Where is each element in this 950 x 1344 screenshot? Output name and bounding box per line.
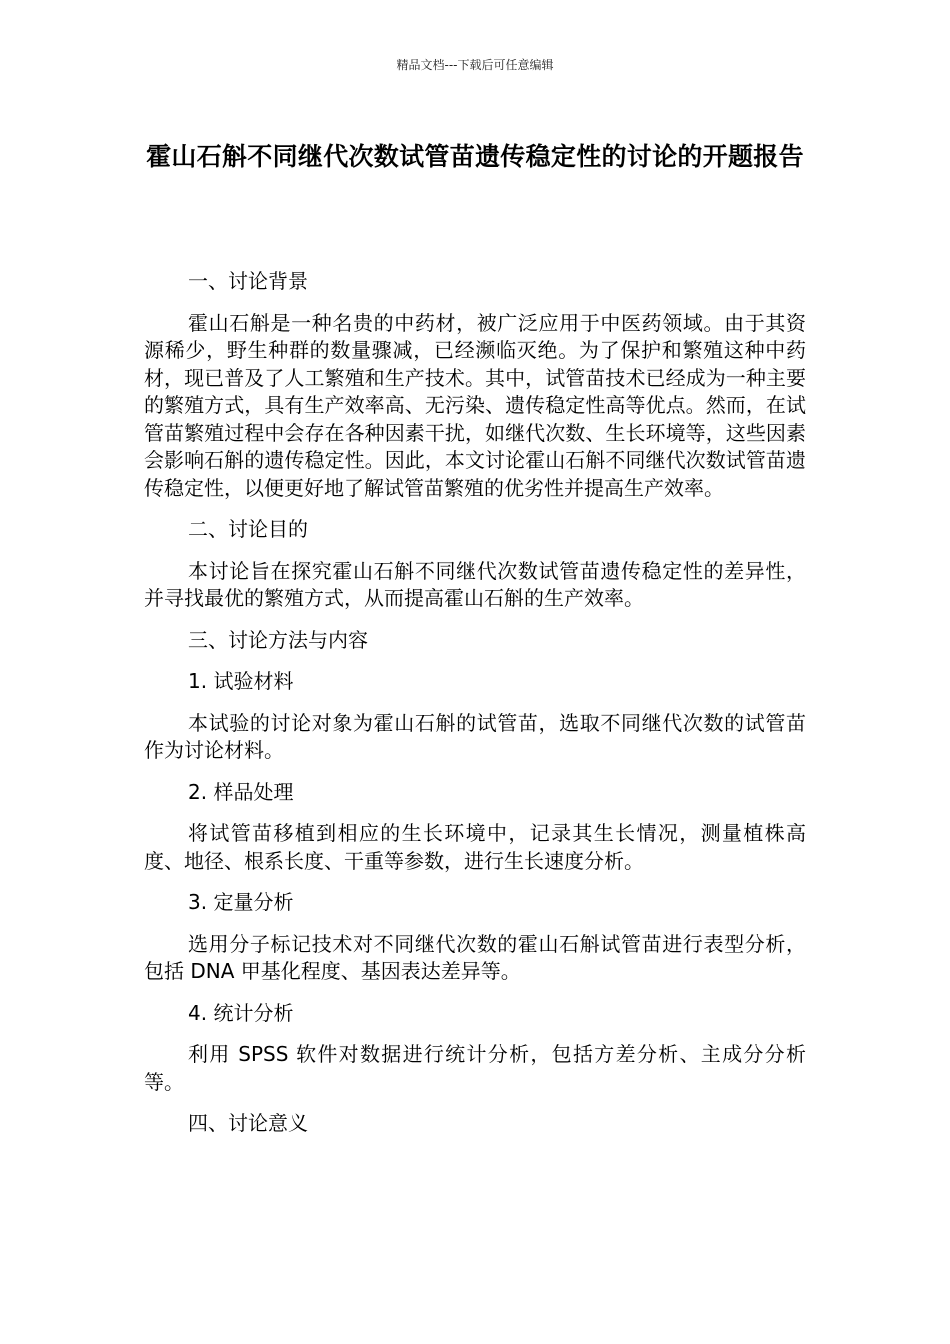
subsection-heading-quantitative-analysis: 3. 定量分析 [188, 890, 294, 914]
section-heading-methods: 三、讨论方法与内容 [188, 627, 368, 652]
document-body [144, 268, 806, 1152]
header-note: 精品文档---下载后可任意编辑 [396, 58, 554, 72]
section-heading-significance: 四、讨论意义 [188, 1111, 308, 1135]
section-heading-purpose: 二、讨论目的 [188, 517, 308, 541]
subsection-paragraph-statistical-analysis: 利用 SPSS 软件对数据进行统计分析，包括方差分析、主成分分析等。 [144, 1042, 806, 1094]
document-title: 霍山石斛不同继代次数试管苗遗传稳定性的讨论的开题报告 [146, 142, 804, 171]
subsection-paragraph-quantitative-analysis: 选用分子标记技术对不同继代次数的霍山石斛试管苗进行表型分析，包括 DNA 甲基化程度、基因表达差异等。 [144, 931, 806, 983]
subsection-heading-materials: 1. 试验材料 [188, 669, 294, 693]
subsection-paragraph-sample-processing: 将试管苗移植到相应的生长环境中，记录其生长情况，测量植株高度、地径、根系长度、干重等参数，进行生长速度分析。 [144, 821, 806, 873]
subsection-heading-statistical-analysis: 4. 统计分析 [188, 1000, 294, 1025]
section-paragraph-purpose: 本讨论旨在探究霍山石斛不同继代次数试管苗遗传稳定性的差异性，并寻找最优的繁殖方式，从而提高霍山石斛的生产效率。 [144, 558, 806, 610]
subsection-heading-sample-processing: 2. 样品处理 [188, 779, 294, 804]
section-heading-background: 一、讨论背景 [188, 269, 308, 293]
subsection-paragraph-materials: 本试验的讨论对象为霍山石斛的试管苗，选取不同继代次数的试管苗作为讨论材料。 [144, 710, 806, 762]
section-paragraph-background: 霍山石斛是一种名贵的中药材，被广泛应用于中医药领域。由于其资源稀少，野生种群的数量骤减，已经濒临灭绝。为了保护和繁殖这种中药材，现已普及了人工繁殖和生产技术。其中，试管苗技术已经成为一种主要的繁殖方式，具有生产效率高、无污染、遗传稳定性高等优点。然而，在试管苗繁殖过程中会存在各种因素干扰，如继代次数、生长环境等，这些因素会影响石斛的遗传稳定性。因此，本文讨论霍山石斛不同继代次数试管苗遗传稳定性，以便更好地了解试管苗繁殖的优劣性并提高生产效率。 [144, 310, 806, 500]
